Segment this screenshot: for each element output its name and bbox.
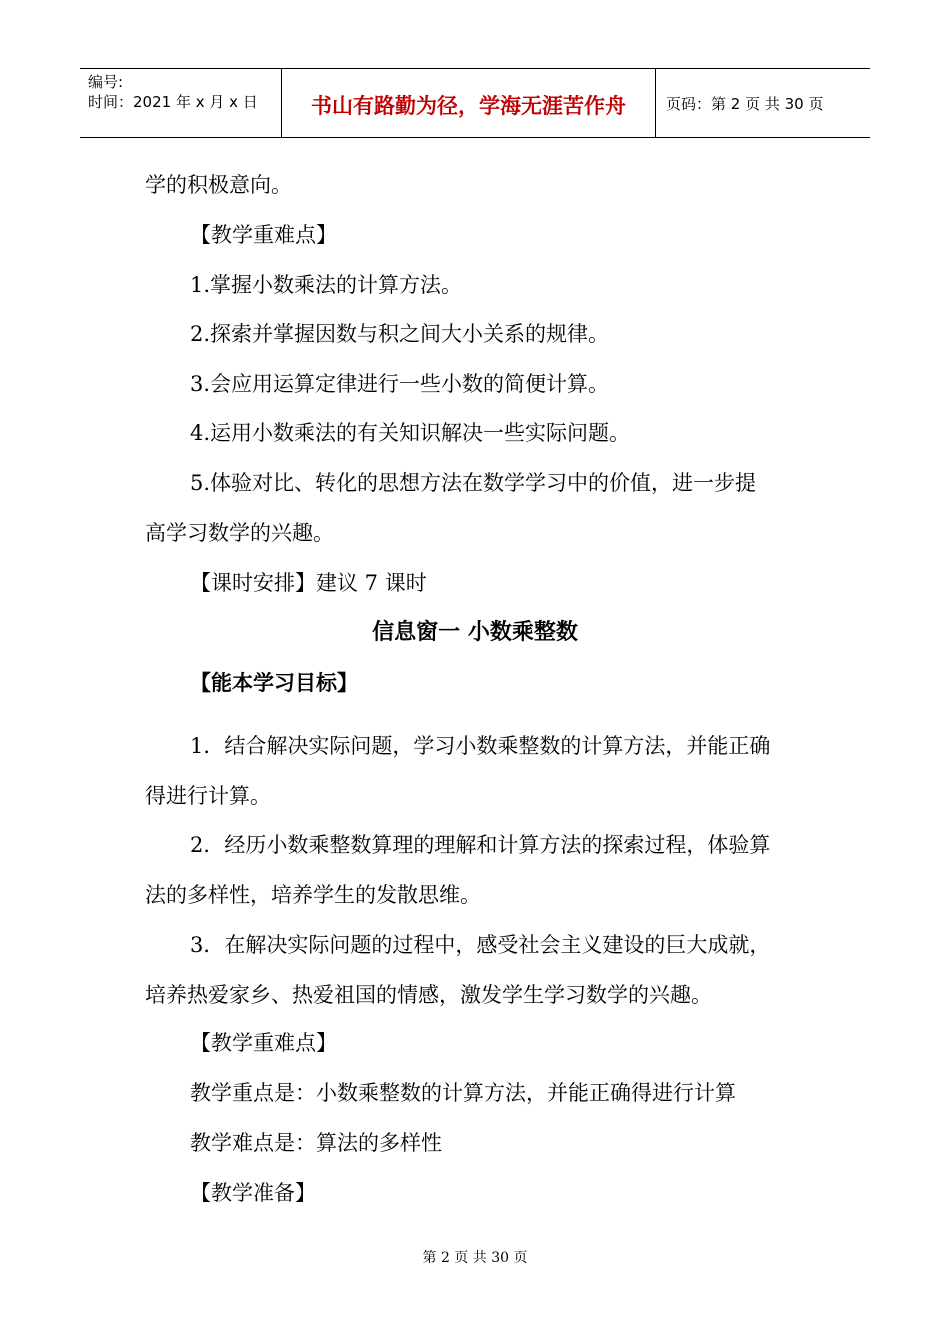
section-heading-key-points: 【教学重难点】 [190,223,337,247]
paragraph-line: 教学难点是：算法的多样性 [190,1131,442,1155]
document-number-label: 编号: [88,73,124,91]
paragraph-line: 高学习数学的兴趣。 [145,521,334,545]
list-item: 4.运用小数乘法的有关知识解决一些实际问题。 [190,421,631,445]
section-heading-objectives: 【能本学习目标】 [190,671,358,695]
list-item: 2.探索并掌握因数与积之间大小关系的规律。 [190,322,610,346]
paragraph-line: 法的多样性，培养学生的发散思维。 [145,883,481,907]
list-item: 2．经历小数乘整数算理的理解和计算方法的探索过程，体验算 [190,833,771,857]
paragraph-line: 培养热爱家乡、热爱祖国的情感，激发学生学习数学的兴趣。 [145,983,712,1007]
list-item: 1．结合解决实际问题，学习小数乘整数的计算方法，并能正确 [190,734,771,758]
document-header [80,68,870,138]
section-heading-schedule: 【课时安排】建议 7 课时 [190,571,427,595]
list-item: 3．在解决实际问题的过程中，感受社会主义建设的巨大成就， [190,933,771,957]
lesson-title: 信息窗一 小数乘整数 [372,620,578,645]
list-item: 3.会应用运算定律进行一些小数的简便计算。 [190,372,610,396]
paragraph-line: 得进行计算。 [145,784,271,808]
list-item: 5.体验对比、转化的思想方法在数学学习中的价值，进一步提 [190,471,757,495]
page-footer: 第 2 页 共 30 页 [422,1250,528,1266]
header-page-info: 页码：第 2 页 共 30 页 [666,94,824,113]
paragraph-line: 教学重点是：小数乘整数的计算方法，并能正确得进行计算 [190,1081,736,1105]
document-time-label: 时间：2021 年 x 月 x 日 [88,93,258,111]
list-item: 1.掌握小数乘法的计算方法。 [190,273,463,297]
header-meta-cell [80,69,282,137]
section-heading-key-points: 【教学重难点】 [190,1031,337,1055]
section-heading-preparation: 【教学准备】 [190,1181,316,1205]
paragraph-line: 学的积极意向。 [145,173,292,197]
header-motto: 书山有路勤为径，学海无涯苦作舟 [282,69,656,137]
